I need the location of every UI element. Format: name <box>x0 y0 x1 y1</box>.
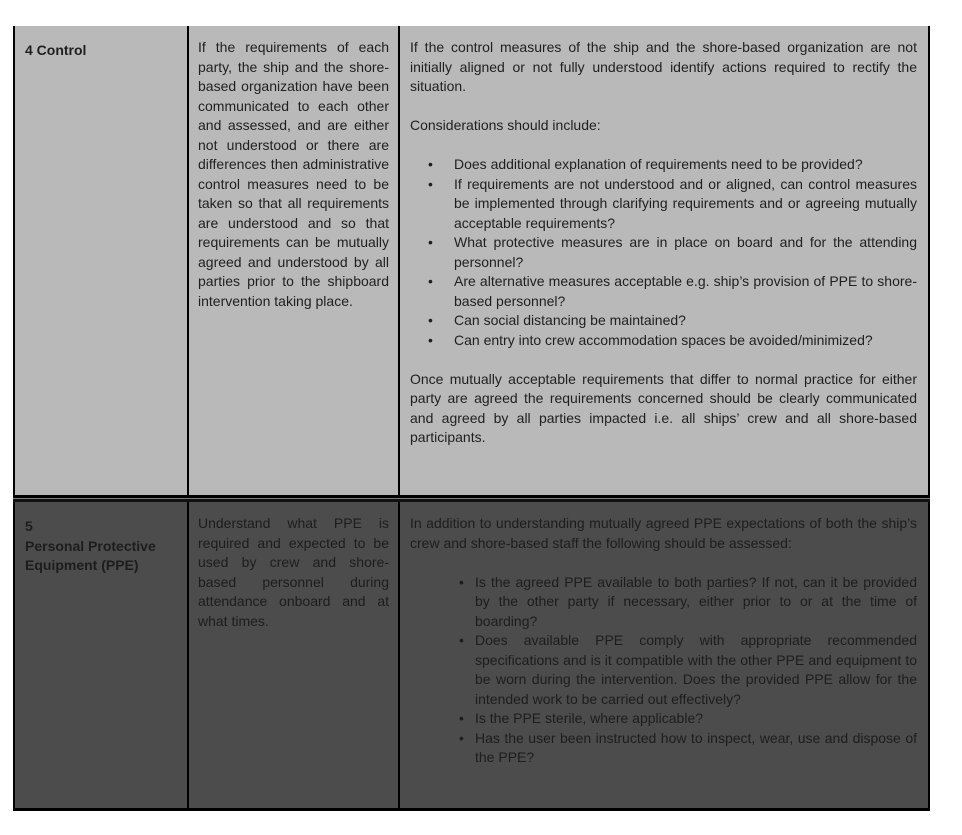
control-considerations-label: Considerations should include: <box>410 117 601 133</box>
table-row-control <box>13 26 930 495</box>
control-bullet-item: • Does additional explanation of requirements need to be provided? <box>410 155 917 175</box>
control-summary-text: If the requirements of each party, the ship and the shore-based organization have been communicated to each other and assessed, and are either not understood or there are differences then administrative control measures need to be taken so that all requirements are understood and so that requirements can be mutually agreed and understood by all parties prior to the shipboard intervention taking place. <box>198 39 389 309</box>
cell-ppe-details <box>400 502 928 808</box>
cell-control-title <box>15 26 189 495</box>
cell-control-details <box>400 26 928 495</box>
control-bullet-item: • Are alternative measures acceptable e.g. ship’s provision of PPE to shore-based personnel? <box>410 272 917 311</box>
cell-ppe-summary <box>189 502 400 808</box>
ppe-bullet-item: • Is the agreed PPE available to both parties? If not, can it be provided by the other party if necessary, either prior to or at the time of boarding? <box>410 573 917 632</box>
ppe-bullet-item: • Has the user been instructed how to inspect, wear, use and dispose of the PPE? <box>410 729 917 768</box>
ppe-bullet-item: • Does available PPE comply with appropriate recommended specifications and is it compatible with the other PPE and equipment to be worn during the intervention. Does the provided PPE allow for the intended work to be carried out effectively? <box>410 631 917 709</box>
ppe-bullet-item: • Is the PPE sterile, where applicable? <box>410 709 917 729</box>
control-bullet-item: • What protective measures are in place on board and for the attending personnel? <box>410 233 917 272</box>
control-measures-table <box>13 26 930 811</box>
control-bullet-item: • Can social distancing be maintained? <box>410 311 917 331</box>
cell-control-summary <box>189 26 400 495</box>
control-outro-text: Once mutually acceptable requirements that differ to normal practice for either party are agreed the requirements concerned should be clearly communicated and agreed by all parties impacted i.e. all ships’ crew and all shore-based participants. <box>410 370 917 445</box>
ppe-summary-text: Understand what PPE is required and expected to be used by crew and shore-based personnel during attendance onboard and at what times. <box>198 515 389 629</box>
control-bullet-item: • If requirements are not understood and or aligned, can control measures be implemented through clarifying requirements and or agreeing mutually acceptable requirements? <box>410 175 917 234</box>
control-intro-text: If the control measures of the ship and the shore-based organization are not initially aligned or not fully understood identify actions required to rectify the situation. <box>410 39 917 94</box>
control-bullet-item: • Can entry into crew accommodation spaces be avoided/minimized? <box>410 331 917 351</box>
ppe-row-title-line: Personal Protective <box>25 537 156 554</box>
ppe-intro-text: In addition to understanding mutually agreed PPE expectations of both the ship’s crew and shore-based staff the following should be assessed: <box>410 515 917 551</box>
control-bullet-list <box>410 155 917 350</box>
control-row-title: 4 Control <box>25 42 87 58</box>
ppe-bullet-list <box>410 573 917 768</box>
ppe-row-title-line: Equipment (PPE) <box>25 557 139 573</box>
row-divider <box>13 495 930 502</box>
table-row-ppe <box>13 502 930 811</box>
ppe-row-number: 5 <box>25 518 33 534</box>
cell-ppe-title <box>15 502 189 808</box>
